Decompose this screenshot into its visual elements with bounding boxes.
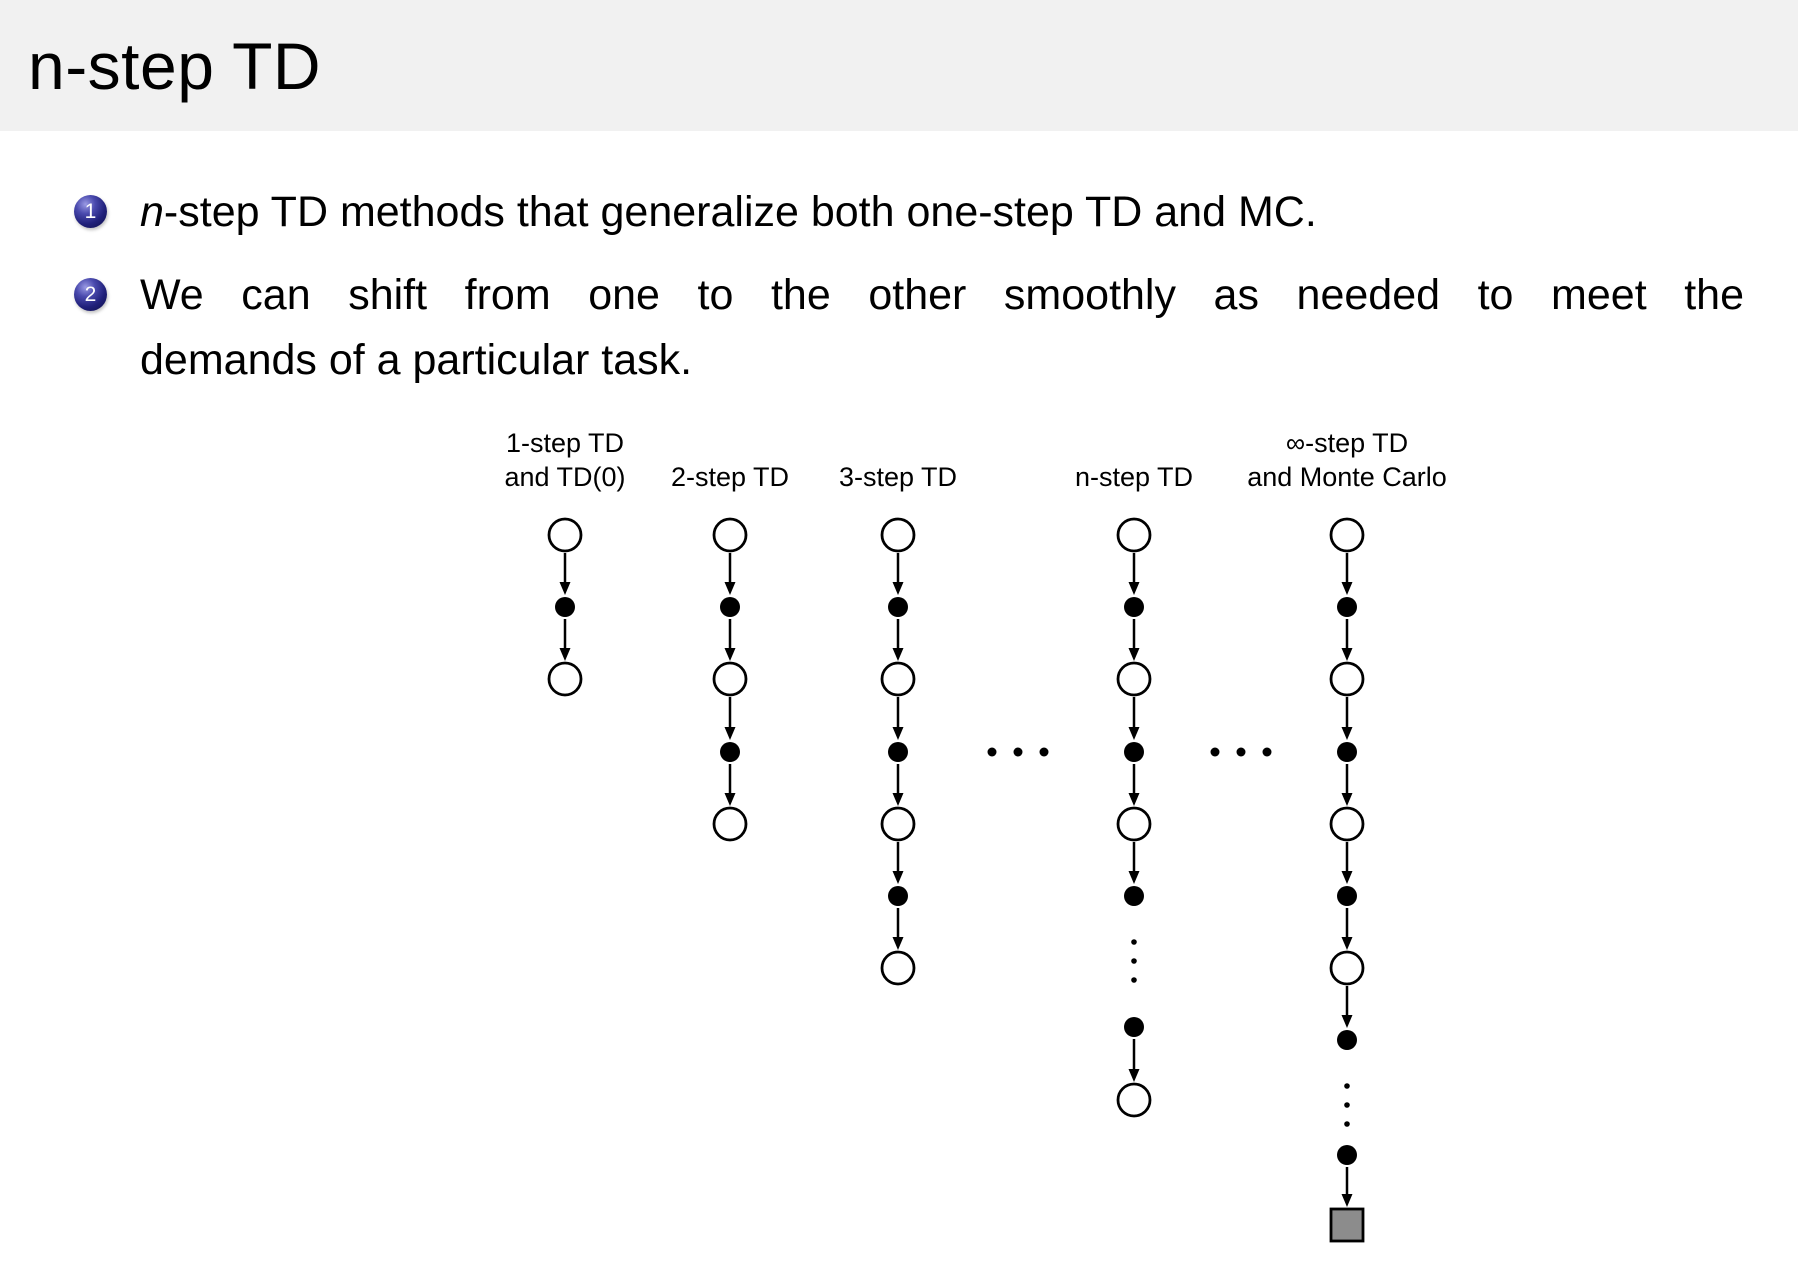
bullet-number-badge: 1 [74, 195, 107, 228]
terminal-state-square [1331, 1209, 1363, 1241]
column-label: n-step TD [1074, 462, 1194, 492]
down-arrow-head-icon [1342, 1015, 1353, 1028]
action-node [720, 597, 740, 617]
bullet-item-2-line-2: demands of a particular task. [140, 336, 693, 384]
down-arrow-head-icon [1342, 793, 1353, 806]
down-arrow-head-icon [560, 582, 571, 595]
horizontal-ellipsis-icon [1263, 748, 1272, 757]
down-arrow-head-icon [725, 582, 736, 595]
horizontal-ellipsis-icon [988, 748, 997, 757]
state-node [714, 519, 746, 551]
bullet-item-2-line-1: We can shift from one to the other smoothly as needed to meet the [140, 271, 1744, 319]
down-arrow-head-icon [725, 727, 736, 740]
state-node [882, 952, 914, 984]
down-arrow-head-icon [1129, 1069, 1140, 1082]
down-arrow-head-icon [725, 648, 736, 661]
state-node [1118, 663, 1150, 695]
down-arrow-head-icon [725, 793, 736, 806]
action-node [888, 886, 908, 906]
state-node [714, 663, 746, 695]
state-node [1118, 1084, 1150, 1116]
column-label: 2-step TD [670, 462, 790, 492]
column-label: ∞-step TD [1285, 428, 1409, 458]
vertical-ellipsis-icon [1131, 939, 1137, 945]
state-node [549, 519, 581, 551]
down-arrow-head-icon [893, 648, 904, 661]
state-node [882, 519, 914, 551]
action-node [1124, 742, 1144, 762]
down-arrow-head-icon [1342, 937, 1353, 950]
state-node [1331, 519, 1363, 551]
action-node [555, 597, 575, 617]
down-arrow-head-icon [1342, 1194, 1353, 1207]
down-arrow-head-icon [560, 648, 571, 661]
down-arrow-head-icon [1129, 648, 1140, 661]
down-arrow-head-icon [893, 582, 904, 595]
slide-title: n-step TD [28, 29, 322, 103]
column-label: 3-step TD [838, 462, 958, 492]
action-node [1337, 1145, 1357, 1165]
state-node [1331, 663, 1363, 695]
column-label: and TD(0) [504, 462, 626, 492]
action-node [720, 742, 740, 762]
down-arrow-head-icon [1342, 582, 1353, 595]
down-arrow-head-icon [893, 793, 904, 806]
action-node [1124, 1017, 1144, 1037]
bullet-1-italic-lead: n [140, 188, 164, 236]
down-arrow-head-icon [1342, 871, 1353, 884]
state-node [1331, 952, 1363, 984]
down-arrow-head-icon [1129, 582, 1140, 595]
diagram-column-3 [839, 462, 957, 984]
vertical-ellipsis-icon [1344, 1083, 1350, 1089]
state-node [1331, 808, 1363, 840]
down-arrow-head-icon [893, 937, 904, 950]
down-arrow-head-icon [893, 727, 904, 740]
action-node [1337, 886, 1357, 906]
action-node [1124, 886, 1144, 906]
vertical-ellipsis-icon [1344, 1102, 1350, 1108]
action-node [1124, 597, 1144, 617]
diagram-column-2 [671, 462, 789, 840]
bullet-number-badge: 2 [74, 278, 107, 311]
state-node [549, 663, 581, 695]
bullet-1-text: -step TD methods that generalize both one-step TD and MC. [163, 188, 1317, 236]
down-arrow-head-icon [1129, 793, 1140, 806]
diagram-column-4 [1075, 462, 1193, 1116]
state-node [714, 808, 746, 840]
state-node [882, 663, 914, 695]
state-node [1118, 519, 1150, 551]
down-arrow-head-icon [1342, 648, 1353, 661]
column-label: and Monte Carlo [1247, 462, 1447, 492]
horizontal-ellipsis-icon [1014, 748, 1023, 757]
vertical-ellipsis-icon [1131, 958, 1137, 964]
state-node [882, 808, 914, 840]
vertical-ellipsis-icon [1344, 1121, 1350, 1127]
diagram-column-5 [1247, 428, 1447, 1241]
horizontal-ellipsis-icon [1211, 748, 1220, 757]
horizontal-ellipsis-icon [1237, 748, 1246, 757]
action-node [1337, 597, 1357, 617]
action-node [1337, 742, 1357, 762]
action-node [888, 597, 908, 617]
diagram-column-1 [504, 428, 625, 695]
action-node [888, 742, 908, 762]
down-arrow-head-icon [893, 871, 904, 884]
horizontal-ellipsis-icon [1040, 748, 1049, 757]
down-arrow-head-icon [1129, 727, 1140, 740]
vertical-ellipsis-icon [1131, 977, 1137, 983]
state-node [1118, 808, 1150, 840]
down-arrow-head-icon [1342, 727, 1353, 740]
down-arrow-head-icon [1129, 871, 1140, 884]
column-label: 1-step TD [505, 428, 625, 458]
action-node [1337, 1030, 1357, 1050]
